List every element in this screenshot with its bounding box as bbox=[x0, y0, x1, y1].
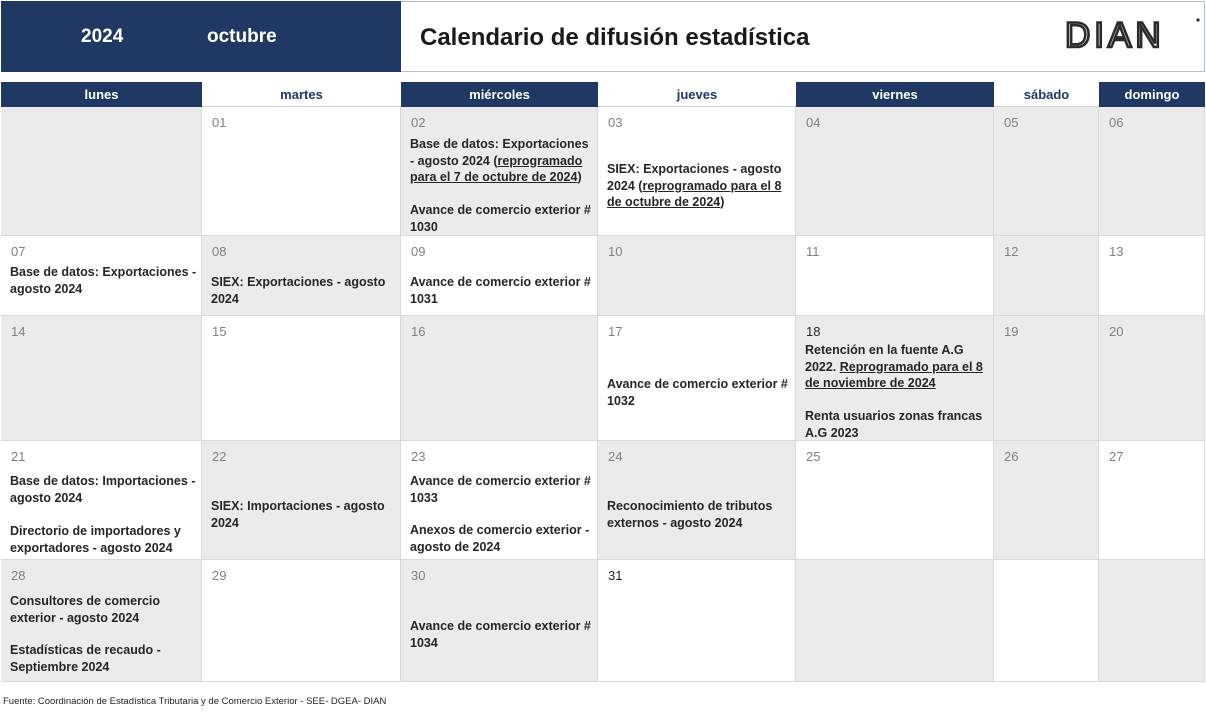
day-number: 30 bbox=[411, 568, 426, 583]
event-text: Avance de comercio exterior # 1033 bbox=[410, 474, 591, 505]
event-text: Anexos de comercio exterior - agosto de 2024 bbox=[410, 523, 590, 554]
day-cell-26 bbox=[994, 441, 1099, 560]
event-text: Avance de comercio exterior # 1030 bbox=[410, 203, 591, 234]
day-number: 10 bbox=[608, 244, 623, 259]
day-cell-14 bbox=[1, 316, 202, 441]
day-cell-09 bbox=[401, 236, 598, 316]
header-date-panel bbox=[1, 1, 401, 72]
day-number: 02 bbox=[411, 115, 426, 130]
weekday-viernes: viernes bbox=[796, 82, 994, 107]
day-cell-12 bbox=[994, 236, 1099, 316]
event-text bbox=[410, 136, 593, 186]
event-text: SIEX: Exportaciones - agosto 2024 bbox=[211, 275, 386, 306]
day-number: 28 bbox=[11, 568, 26, 583]
day-number: 20 bbox=[1109, 324, 1124, 339]
day-cell-22 bbox=[202, 441, 401, 560]
day-number: 21 bbox=[11, 449, 26, 464]
event-text: Avance de comercio exterior # 1032 bbox=[607, 377, 788, 408]
day-number: 11 bbox=[806, 244, 820, 259]
weekday-jueves: jueves bbox=[598, 82, 796, 107]
day-cell-18 bbox=[796, 316, 994, 441]
day-cell-02 bbox=[401, 107, 598, 236]
day-number: 27 bbox=[1109, 449, 1124, 464]
day-cell-19 bbox=[994, 316, 1099, 441]
event-text-part: SIEX: Exportaciones - agosto 2024 ( bbox=[607, 162, 782, 193]
day-cell-11 bbox=[796, 236, 994, 316]
event-text bbox=[607, 161, 791, 211]
day-cell-empty bbox=[1099, 560, 1205, 682]
day-number: 26 bbox=[1004, 449, 1019, 464]
event-text: Consultores de comercio exterior - agosto 2024 bbox=[10, 594, 161, 625]
day-cell-04 bbox=[796, 107, 994, 236]
source-footer: Fuente: Coordinación de Estadística Tributaria y de Comercio Exterior - SEE- DGEA- DIAN bbox=[3, 696, 387, 707]
event-text bbox=[805, 342, 989, 392]
day-cell-empty bbox=[1, 107, 202, 236]
day-cell-15 bbox=[202, 316, 401, 441]
event-text: Base de datos: Importaciones - agosto 2024 bbox=[10, 474, 196, 505]
day-number: 12 bbox=[1004, 244, 1019, 259]
day-cell-07 bbox=[1, 236, 202, 316]
day-number: 31 bbox=[608, 568, 623, 583]
event-text-part: ) bbox=[720, 195, 725, 209]
event-reschedule-note: reprogramado para el 8 de octubre de 2024 bbox=[607, 178, 782, 209]
weekday-lunes: lunes bbox=[1, 82, 202, 107]
day-cell-28 bbox=[1, 560, 202, 682]
calendar-grid bbox=[1, 82, 1205, 682]
day-cell-20 bbox=[1099, 316, 1205, 441]
weekday-miercoles: miércoles bbox=[401, 82, 598, 107]
registered-mark-icon bbox=[1196, 18, 1199, 21]
day-number: 09 bbox=[411, 244, 426, 259]
day-cell-21 bbox=[1, 441, 202, 560]
day-number: 22 bbox=[212, 449, 227, 464]
day-cell-13 bbox=[1099, 236, 1205, 316]
dian-logo bbox=[1065, 16, 1201, 52]
header-month: octubre bbox=[207, 26, 277, 47]
weekday-sabado: sábado bbox=[994, 82, 1099, 107]
day-number: 08 bbox=[212, 244, 227, 259]
event-reschedule-note: Reprogramado para el 8 de noviembre de 2024 bbox=[805, 359, 983, 390]
event-reschedule-note: reprogramado para el 7 de octubre de 2024 bbox=[410, 153, 583, 184]
page-title: Calendario de difusión estadística bbox=[420, 24, 810, 51]
day-cell-05 bbox=[994, 107, 1099, 236]
day-number: 03 bbox=[608, 115, 623, 130]
event-text-part: ) bbox=[577, 170, 582, 184]
event-text: Reconocimiento de tributos externos - agosto 2024 bbox=[607, 499, 773, 530]
day-number: 29 bbox=[212, 568, 227, 583]
day-cell-27 bbox=[1099, 441, 1205, 560]
day-cell-10 bbox=[598, 236, 796, 316]
day-number: 17 bbox=[608, 324, 623, 339]
day-cell-23 bbox=[401, 441, 598, 560]
day-cell-08 bbox=[202, 236, 401, 316]
event-text: Estadísticas de recaudo - Septiembre 2024 bbox=[10, 643, 161, 674]
day-number: 13 bbox=[1109, 244, 1124, 259]
day-cell-06 bbox=[1099, 107, 1205, 236]
event-text-part: Retención en la fuente A.G 2022. bbox=[805, 343, 964, 374]
event-text: Base de datos: Exportaciones - agosto 2024 bbox=[10, 265, 197, 296]
event-text: Renta usuarios zonas francas A.G 2023 bbox=[805, 409, 983, 440]
day-cell-01 bbox=[202, 107, 401, 236]
day-number: 18 bbox=[806, 324, 821, 339]
day-number: 25 bbox=[806, 449, 821, 464]
day-cell-24 bbox=[598, 441, 796, 560]
event-text-part: Base de datos: Exportaciones - agosto 2024 ( bbox=[410, 137, 589, 168]
day-cell-30 bbox=[401, 560, 598, 682]
day-number: 01 bbox=[212, 115, 227, 130]
day-cell-empty bbox=[994, 560, 1099, 682]
day-cell-empty bbox=[796, 560, 994, 682]
weekday-martes: martes bbox=[202, 82, 401, 107]
day-number: 23 bbox=[411, 449, 426, 464]
day-cell-31 bbox=[598, 560, 796, 682]
event-text: SIEX: Importaciones - agosto 2024 bbox=[211, 499, 385, 530]
event-text: Avance de comercio exterior # 1031 bbox=[410, 275, 591, 306]
day-number: 14 bbox=[11, 324, 26, 339]
weekday-domingo: domingo bbox=[1099, 82, 1205, 107]
day-number: 15 bbox=[212, 324, 227, 339]
day-cell-25 bbox=[796, 441, 994, 560]
day-cell-16 bbox=[401, 316, 598, 441]
event-text: Directorio de importadores y exportadores - agosto 2024 bbox=[10, 524, 181, 555]
day-number: 04 bbox=[806, 115, 821, 130]
day-number: 06 bbox=[1109, 115, 1124, 130]
event-text: Avance de comercio exterior # 1034 bbox=[410, 619, 591, 650]
header-year: 2024 bbox=[81, 26, 124, 47]
dian-logo-text: DIAN bbox=[1065, 16, 1165, 52]
day-number: 05 bbox=[1004, 115, 1019, 130]
day-cell-17 bbox=[598, 316, 796, 441]
header-title-panel bbox=[401, 1, 1205, 72]
day-number: 24 bbox=[608, 449, 623, 464]
day-number: 16 bbox=[411, 324, 426, 339]
day-cell-03 bbox=[598, 107, 796, 236]
day-number: 19 bbox=[1004, 324, 1019, 339]
calendar-header bbox=[0, 0, 1206, 73]
day-number: 07 bbox=[11, 244, 26, 259]
day-cell-29 bbox=[202, 560, 401, 682]
